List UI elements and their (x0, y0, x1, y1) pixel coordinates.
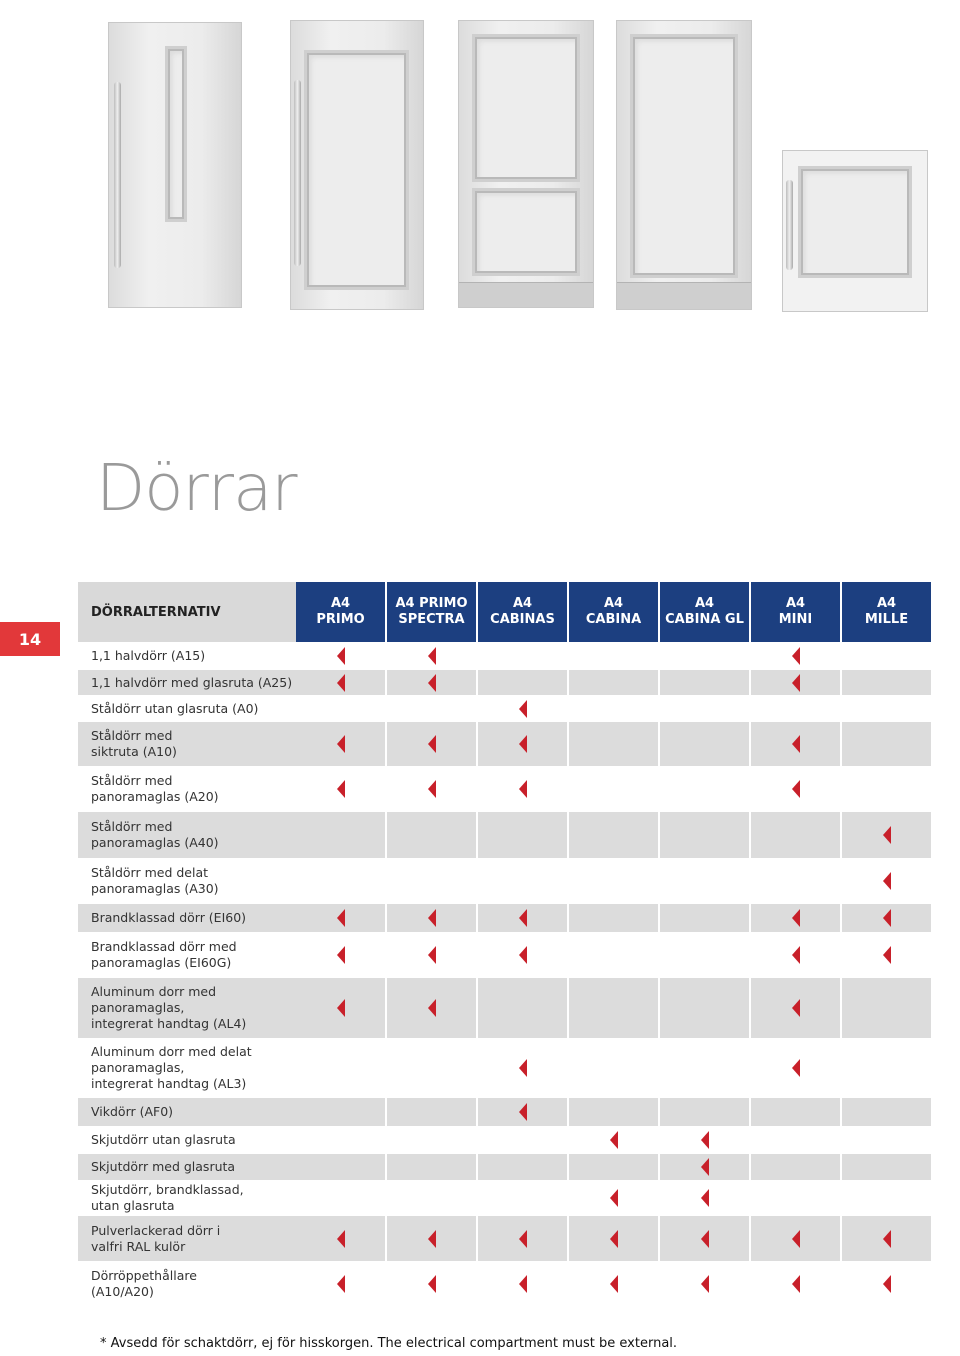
table-cell (751, 1216, 840, 1261)
table-cell (660, 812, 749, 858)
table-cell (842, 695, 931, 722)
table-cell (660, 1180, 749, 1216)
table-cell (569, 858, 658, 904)
availability-marker-icon (519, 946, 527, 964)
table-cell (660, 904, 749, 932)
table-cell (569, 642, 658, 670)
table-cell (842, 978, 931, 1038)
table-cell (478, 812, 567, 858)
availability-marker-icon (519, 735, 527, 753)
availability-marker-icon (610, 1189, 618, 1207)
table-cell (569, 1261, 658, 1307)
table-cell (842, 1098, 931, 1126)
table-cell (387, 1154, 476, 1180)
row-label: Aluminum dorr med panoramaglas, integrerat handtag (AL4) (78, 978, 296, 1038)
availability-marker-icon (610, 1275, 618, 1293)
table-cell (751, 858, 840, 904)
table-cell (296, 1216, 385, 1261)
table-cell (296, 1038, 385, 1098)
table-cell (478, 1180, 567, 1216)
row-label: Skjutdörr med glasruta (78, 1154, 296, 1180)
table-cell (660, 670, 749, 695)
table-row (78, 695, 956, 722)
row-label: Pulverlackerad dörr i valfri RAL kulör (78, 1216, 296, 1261)
table-row (78, 1154, 956, 1180)
row-label: Ståldörr utan glasruta (A0) (78, 695, 296, 722)
table-cell (296, 1180, 385, 1216)
door-image-cabina (616, 20, 752, 310)
table-cell (387, 812, 476, 858)
row-label: Dörröppethållare (A10/A20) (78, 1261, 296, 1307)
availability-marker-icon (792, 1230, 800, 1248)
table-cell (751, 695, 840, 722)
table-cell (387, 722, 476, 766)
table-cell (842, 812, 931, 858)
table-cell (751, 904, 840, 932)
table-cell (660, 642, 749, 670)
table-cell (387, 858, 476, 904)
table-cell (387, 766, 476, 812)
table-cell (569, 766, 658, 812)
table-cell (751, 1154, 840, 1180)
table-cell (296, 642, 385, 670)
availability-marker-icon (337, 909, 345, 927)
availability-marker-icon (428, 735, 436, 753)
table-cell (296, 978, 385, 1038)
availability-marker-icon (701, 1189, 709, 1207)
table-cell (478, 1216, 567, 1261)
row-label: Vikdörr (AF0) (78, 1098, 296, 1126)
table-cell (296, 932, 385, 978)
row-label: Skjutdörr utan glasruta (78, 1126, 296, 1154)
row-label: Brandklassad dörr med panoramaglas (EI60G) (78, 932, 296, 978)
table-cell (660, 978, 749, 1038)
table-cell (842, 1154, 931, 1180)
table-row (78, 932, 956, 978)
table-cell (296, 1154, 385, 1180)
availability-marker-icon (428, 674, 436, 692)
table-cell (842, 932, 931, 978)
table-cell (842, 1038, 931, 1098)
table-cell (478, 1038, 567, 1098)
table-row (78, 766, 956, 812)
table-cell (387, 695, 476, 722)
availability-marker-icon (792, 735, 800, 753)
column-header-mille: A4 MILLE (842, 582, 931, 642)
table-cell (478, 642, 567, 670)
table-row (78, 1098, 956, 1126)
availability-marker-icon (337, 1230, 345, 1248)
availability-marker-icon (428, 909, 436, 927)
table-cell (569, 932, 658, 978)
table-cell (751, 1038, 840, 1098)
availability-marker-icon (428, 999, 436, 1017)
table-cell (751, 1261, 840, 1307)
availability-marker-icon (337, 647, 345, 665)
table-cell (387, 932, 476, 978)
row-label: Ståldörr med panoramaglas (A20) (78, 766, 296, 812)
table-row (78, 722, 956, 766)
availability-marker-icon (519, 780, 527, 798)
table-cell (478, 904, 567, 932)
availability-marker-icon (519, 700, 527, 718)
table-cell (478, 670, 567, 695)
availability-marker-icon (701, 1275, 709, 1293)
availability-marker-icon (792, 780, 800, 798)
table-cell (660, 1126, 749, 1154)
table-cell (842, 766, 931, 812)
table-cell (660, 932, 749, 978)
table-cell (569, 1180, 658, 1216)
table-cell (569, 722, 658, 766)
availability-marker-icon (519, 1230, 527, 1248)
table-cell (478, 978, 567, 1038)
table-cell (842, 858, 931, 904)
table-cell (660, 1038, 749, 1098)
column-header-cabina-gl: A4 CABINA GL (660, 582, 749, 642)
table-cell (842, 1261, 931, 1307)
table-cell (751, 766, 840, 812)
table-body (78, 642, 956, 1307)
availability-marker-icon (792, 909, 800, 927)
table-cell (569, 812, 658, 858)
table-cell (660, 1098, 749, 1126)
availability-marker-icon (337, 999, 345, 1017)
availability-marker-icon (428, 1230, 436, 1248)
table-row (78, 1038, 956, 1098)
availability-marker-icon (337, 780, 345, 798)
table-cell (387, 1038, 476, 1098)
availability-marker-icon (792, 946, 800, 964)
row-label: 1,1 halvdörr (A15) (78, 642, 296, 670)
table-cell (387, 642, 476, 670)
availability-marker-icon (610, 1230, 618, 1248)
table-cell (478, 1098, 567, 1126)
door-options-table (78, 582, 956, 1307)
row-label: Ståldörr med siktruta (A10) (78, 722, 296, 766)
table-row (78, 1126, 956, 1154)
table-cell (569, 1126, 658, 1154)
table-cell (387, 1098, 476, 1126)
availability-marker-icon (519, 1103, 527, 1121)
availability-marker-icon (428, 780, 436, 798)
availability-marker-icon (883, 1275, 891, 1293)
table-cell (842, 1180, 931, 1216)
column-header-primo: A4 PRIMO (296, 582, 385, 642)
row-label: 1,1 halvdörr med glasruta (A25) (78, 670, 296, 695)
table-row (78, 1261, 956, 1307)
availability-marker-icon (519, 1059, 527, 1077)
page-title: Dörrar (96, 452, 297, 526)
table-cell (478, 766, 567, 812)
table-row (78, 1180, 956, 1216)
table-cell (569, 1154, 658, 1180)
table-cell (751, 1098, 840, 1126)
table-cell (569, 670, 658, 695)
availability-marker-icon (883, 909, 891, 927)
row-label: Aluminum dorr med delat panoramaglas, integrerat handtag (AL3) (78, 1038, 296, 1098)
row-label: Skjutdörr, brandklassad, utan glasruta (78, 1180, 296, 1216)
table-cell (660, 1216, 749, 1261)
table-cell (569, 1098, 658, 1126)
table-cell (296, 858, 385, 904)
table-cell (478, 932, 567, 978)
table-cell (569, 1038, 658, 1098)
page-number-tab: 14 (0, 622, 60, 656)
table-cell (660, 695, 749, 722)
door-image-half-door (782, 150, 928, 312)
table-cell (387, 1126, 476, 1154)
table-cell (569, 1216, 658, 1261)
row-label: Ståldörr med delat panoramaglas (A30) (78, 858, 296, 904)
door-image-slim-window (108, 22, 242, 308)
availability-marker-icon (883, 872, 891, 890)
door-image-split-panorama (458, 20, 594, 308)
table-cell (842, 1216, 931, 1261)
table-cell (842, 670, 931, 695)
availability-marker-icon (792, 674, 800, 692)
availability-marker-icon (428, 647, 436, 665)
table-cell (296, 670, 385, 695)
table-cell (296, 904, 385, 932)
table-cell (660, 722, 749, 766)
table-cell (751, 1180, 840, 1216)
table-cell (387, 1261, 476, 1307)
table-cell (751, 670, 840, 695)
table-row (78, 812, 956, 858)
table-cell (387, 978, 476, 1038)
row-label: Brandklassad dörr (EI60) (78, 904, 296, 932)
table-cell (296, 812, 385, 858)
header-label: DÖRRALTERNATIV (78, 582, 296, 642)
table-cell (296, 1098, 385, 1126)
table-cell (296, 1261, 385, 1307)
table-cell (660, 1154, 749, 1180)
table-cell (478, 1126, 567, 1154)
availability-marker-icon (428, 1275, 436, 1293)
table-cell (569, 904, 658, 932)
availability-marker-icon (883, 1230, 891, 1248)
availability-marker-icon (519, 909, 527, 927)
availability-marker-icon (337, 1275, 345, 1293)
table-cell (842, 1126, 931, 1154)
door-image-panorama (290, 20, 424, 310)
table-cell (842, 722, 931, 766)
availability-marker-icon (792, 647, 800, 665)
availability-marker-icon (337, 735, 345, 753)
table-cell (569, 695, 658, 722)
table-cell (842, 904, 931, 932)
availability-marker-icon (701, 1131, 709, 1149)
column-header-cabina: A4 CABINA (569, 582, 658, 642)
table-cell (296, 1126, 385, 1154)
column-header-cabinas: A4 CABINAS (478, 582, 567, 642)
availability-marker-icon (428, 946, 436, 964)
table-cell (387, 904, 476, 932)
availability-marker-icon (610, 1131, 618, 1149)
column-header-mini: A4 MINI (751, 582, 840, 642)
table-cell (478, 1261, 567, 1307)
table-cell (569, 978, 658, 1038)
table-row (78, 642, 956, 670)
availability-marker-icon (701, 1158, 709, 1176)
table-cell (478, 695, 567, 722)
table-cell (387, 670, 476, 695)
table-cell (296, 695, 385, 722)
table-cell (751, 812, 840, 858)
table-cell (751, 932, 840, 978)
table-cell (660, 766, 749, 812)
table-header (78, 582, 956, 642)
table-row (78, 670, 956, 695)
table-cell (387, 1180, 476, 1216)
table-cell (478, 722, 567, 766)
row-label: Ståldörr med panoramaglas (A40) (78, 812, 296, 858)
table-cell (751, 978, 840, 1038)
table-cell (478, 858, 567, 904)
table-cell (478, 1154, 567, 1180)
availability-marker-icon (883, 946, 891, 964)
table-cell (296, 722, 385, 766)
column-header-primo-spectra: A4 PRIMO SPECTRA (387, 582, 476, 642)
footnote: * Avsedd för schaktdörr, ej för hisskorgen. The electrical compartment must be external. (100, 1336, 678, 1351)
table-cell (296, 766, 385, 812)
availability-marker-icon (519, 1275, 527, 1293)
availability-marker-icon (337, 946, 345, 964)
availability-marker-icon (337, 674, 345, 692)
availability-marker-icon (792, 1275, 800, 1293)
availability-marker-icon (792, 1059, 800, 1077)
door-photos (0, 0, 960, 330)
table-cell (751, 642, 840, 670)
table-row (78, 978, 956, 1038)
table-row (78, 858, 956, 904)
availability-marker-icon (792, 999, 800, 1017)
table-cell (751, 1126, 840, 1154)
table-cell (751, 722, 840, 766)
table-cell (660, 858, 749, 904)
table-cell (842, 642, 931, 670)
table-cell (387, 1216, 476, 1261)
table-row (78, 1216, 956, 1261)
availability-marker-icon (883, 826, 891, 844)
table-row (78, 904, 956, 932)
table-cell (660, 1261, 749, 1307)
availability-marker-icon (701, 1230, 709, 1248)
